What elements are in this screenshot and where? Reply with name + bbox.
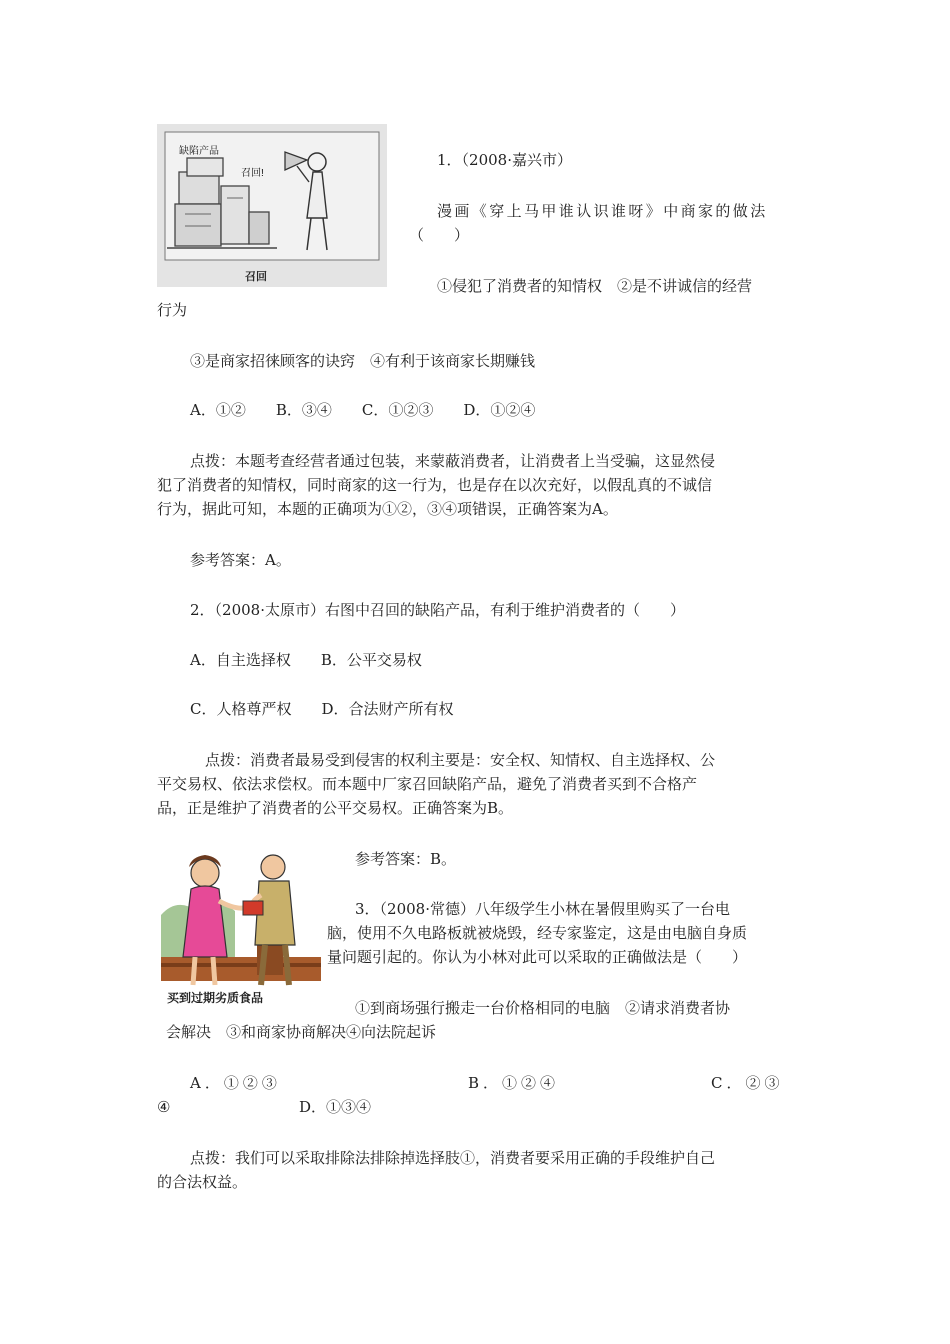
q2-hint-line2: 平交易权、依法求偿权。而本题中厂家召回缺陷产品，避免了消费者买到不合格产 xyxy=(157,775,698,793)
q3-hint-line2: 的合法权益。 xyxy=(157,1173,248,1191)
q3-hint-line1: 点拨：我们可以采取排除法排除掉选择肢①，消费者要采用正确的手段维护自己 xyxy=(190,1149,716,1167)
q1-stem-line2: （ ） xyxy=(409,226,470,244)
expired-food-cartoon xyxy=(157,845,325,1008)
q2-choices-ab: A．自主选择权 B．公平交易权 xyxy=(190,651,422,669)
q3-choice-c-cont: ④ xyxy=(157,1098,171,1116)
q3-choice-a: A．①②③ xyxy=(190,1074,281,1092)
q3-stem-line1: 3．（2008·常德）八年级学生小林在暑假里购买了一台电 xyxy=(355,900,730,918)
cartoon-box-label: 缺陷产品 xyxy=(179,146,219,157)
q1-hint-line3: 行为，据此可知，本题的正确项为①②，③④项错误，正确答案为A。 xyxy=(157,500,618,518)
q3-option-line1: ①到商场强行搬走一台价格相同的电脑 ②请求消费者协 xyxy=(355,999,731,1017)
q3-choice-c: C．②③ xyxy=(711,1074,784,1092)
q1-choices: A．①② B．③④ C．①②③ D．①②④ xyxy=(190,401,536,419)
q2-answer: 参考答案：B。 xyxy=(355,850,457,868)
q2-stem: 2．（2008·太原市）右图中召回的缺陷产品，有利于维护消费者的（ ） xyxy=(190,601,685,619)
q3-choice-b: B．①②④ xyxy=(468,1074,560,1092)
cartoon-caption: 买到过期劣质食品 xyxy=(167,991,264,1005)
recall-cartoon xyxy=(157,124,387,287)
q1-option-line2: 行为 xyxy=(157,301,188,319)
q1-answer: 参考答案：A。 xyxy=(190,551,291,569)
q1-option-line1: ①侵犯了消费者的知情权 ②是不讲诚信的经营 xyxy=(437,277,753,295)
q3-stem-line3: 量问题引起的。你认为小林对此可以采取的正确做法是（ ） xyxy=(327,948,748,966)
q3-stem-line2: 脑，使用不久电路板就被烧毁，经专家鉴定，这是由电脑自身质 xyxy=(327,924,748,942)
cartoon-caption: 召回 xyxy=(245,271,267,283)
cartoon-speech-label: 召回! xyxy=(241,168,264,179)
q2-choices-cd: C．人格尊严权 D．合法财产所有权 xyxy=(190,700,454,718)
q2-hint-line3: 品，正是维护了消费者的公平交易权。正确答案为B。 xyxy=(157,799,514,817)
q1-option-line3: ③是商家招徕顾客的诀窍 ④有利于该商家长期赚钱 xyxy=(190,352,536,370)
q1-number: 1．（2008·嘉兴市） xyxy=(437,151,572,169)
q2-hint-line1: 点拨：消费者最易受到侵害的权利主要是：安全权、知情权、自主选择权、公 xyxy=(205,751,716,769)
q3-choice-d: D．①③④ xyxy=(299,1098,372,1116)
q1-stem-line1: 漫画《穿上马甲谁认识谁呀》中商家的做法 xyxy=(437,202,768,220)
q1-hint-line1: 点拨：本题考查经营者通过包装，来蒙蔽消费者，让消费者上当受骗，这显然侵 xyxy=(190,452,716,470)
q1-hint-line2: 犯了消费者的知情权，同时商家的这一行为，也是存在以次充好，以假乱真的不诚信 xyxy=(157,476,713,494)
q3-option-line2: 会解决 ③和商家协商解决④向法院起诉 xyxy=(166,1023,437,1041)
